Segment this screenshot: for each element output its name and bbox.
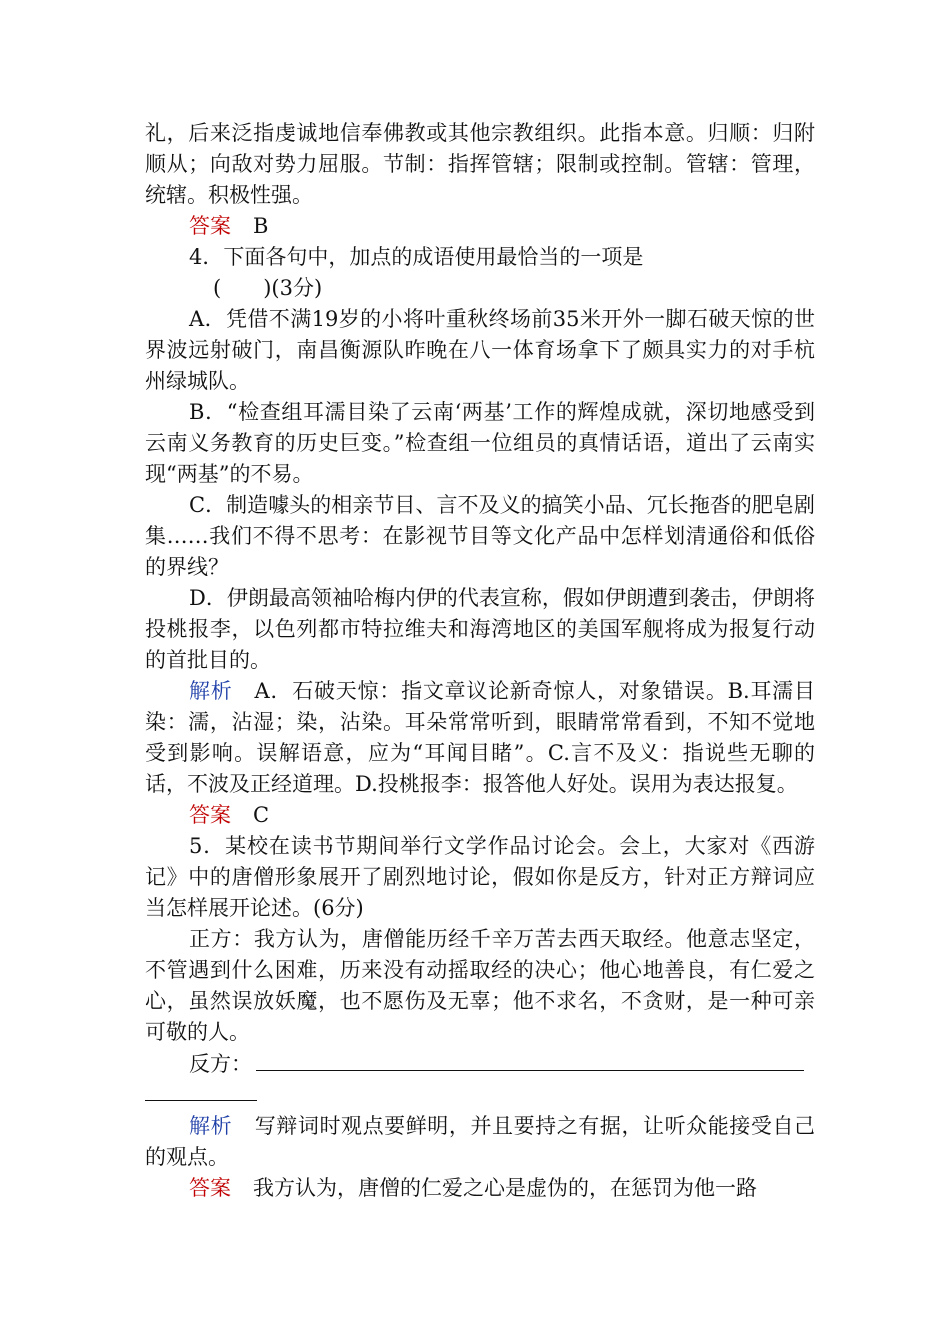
answer-blank-line-continued[interactable] [145,1080,257,1101]
pro-argument-text: 正方：我方认为，唐僧能历经千辛万苦去西天取经。他意志坚定，不管遇到什么困难，历来没有动摇取经的决心；他心地善良，有仁爱之心，虽然误放妖魔，也不愿伤及无辜；他不求名，不贪财，是一种可亲可敬的人。 [145,927,815,1044]
option-a-text: A．凭借不满19岁的小将叶重秋终场前35米开外一脚石破天惊的世界波远射破门，南昌衡源队昨晚在八一体育场拿下了颇具实力的对手杭州绿城队。 [145,307,815,393]
answer-q3 [145,211,815,242]
question-5-con [145,1048,815,1080]
option-b [145,397,815,490]
option-c [145,490,815,583]
option-a [145,304,815,397]
question-4-blank [145,273,815,304]
question-4-score: ( )(3分) [213,276,323,300]
question-4-text: 4．下面各句中，加点的成语使用最恰当的一项是 [189,245,644,269]
analysis-label: 解析 [189,679,233,703]
answer-blank-line[interactable] [256,1048,804,1071]
option-d-text: D．伊朗最高领袖哈梅内伊的代表宣称，假如伊朗遭到袭击，伊朗将投桃报李，以色列都市特拉维夫和海湾地区的美国军舰将成为报复行动的首批目的。 [145,586,815,672]
answer-text: 我方认为，唐僧的仁爱之心是虚伪的，在惩罚为他一路 [253,1176,757,1200]
question-4-stem [145,242,815,273]
question-5-text: 5．某校在读书节期间举行文学作品讨论会。会上，大家对《西游记》中的唐僧形象展开了剧烈地讨论，假如你是反方，针对正方辩词应当怎样展开论述。(6分) [145,834,815,920]
option-d [145,583,815,676]
answer-q4 [145,800,815,831]
option-c-text: C．制造噱头的相亲节目、言不及义的搞笑小品、冗长拖沓的肥皂剧集……我们不得不思考：在影视节目等文化产品中怎样划清通俗和低俗的界线？ [145,493,815,579]
answer-label: 答案 [189,214,231,238]
analysis-text: A．石破天惊：指文章议论新奇惊人，对象错误。B.耳濡目染：濡，沾湿；染，沾染。耳朵常常听到，眼睛常常看到，不知不觉地受到影响。误解语意，应为“耳闻目睹”。C.言不及义：指说些无聊的话，不波及正经道理。D.投桃报李：报答他人好处。误用为表达报复。 [145,679,816,796]
analysis-q5 [145,1111,815,1173]
answer-label: 答案 [189,1176,231,1200]
analysis-label: 解析 [189,1114,233,1138]
document-body [145,118,815,1204]
prev-analysis-text: 礼，后来泛指虔诚地信奉佛教或其他宗教组织。此指本意。归顺：归附顺从；向敌对势力屈服。节制：指挥管辖；限制或控制。管辖：管理，统辖。积极性强。 [145,121,815,207]
answer-label: 答案 [189,803,231,827]
option-b-text: B．“检查组耳濡目染了云南‘两基’工作的辉煌成就，深切地感受到云南义务教育的历史巨变。”检查组一位组员的真情话语，道出了云南实现“两基”的不易。 [145,400,815,486]
answer-value: C [253,803,270,827]
con-label: 反方： [189,1052,252,1076]
answer-value: B [253,214,269,238]
analysis-q4 [145,676,815,800]
analysis-text: 写辩词时观点要鲜明，并且要持之有据，让听众能接受自己的观点。 [145,1114,816,1169]
answer-q5 [145,1173,815,1204]
paragraph-prev-analysis [145,118,815,211]
question-5-pro [145,924,815,1048]
question-5-stem [145,831,815,924]
